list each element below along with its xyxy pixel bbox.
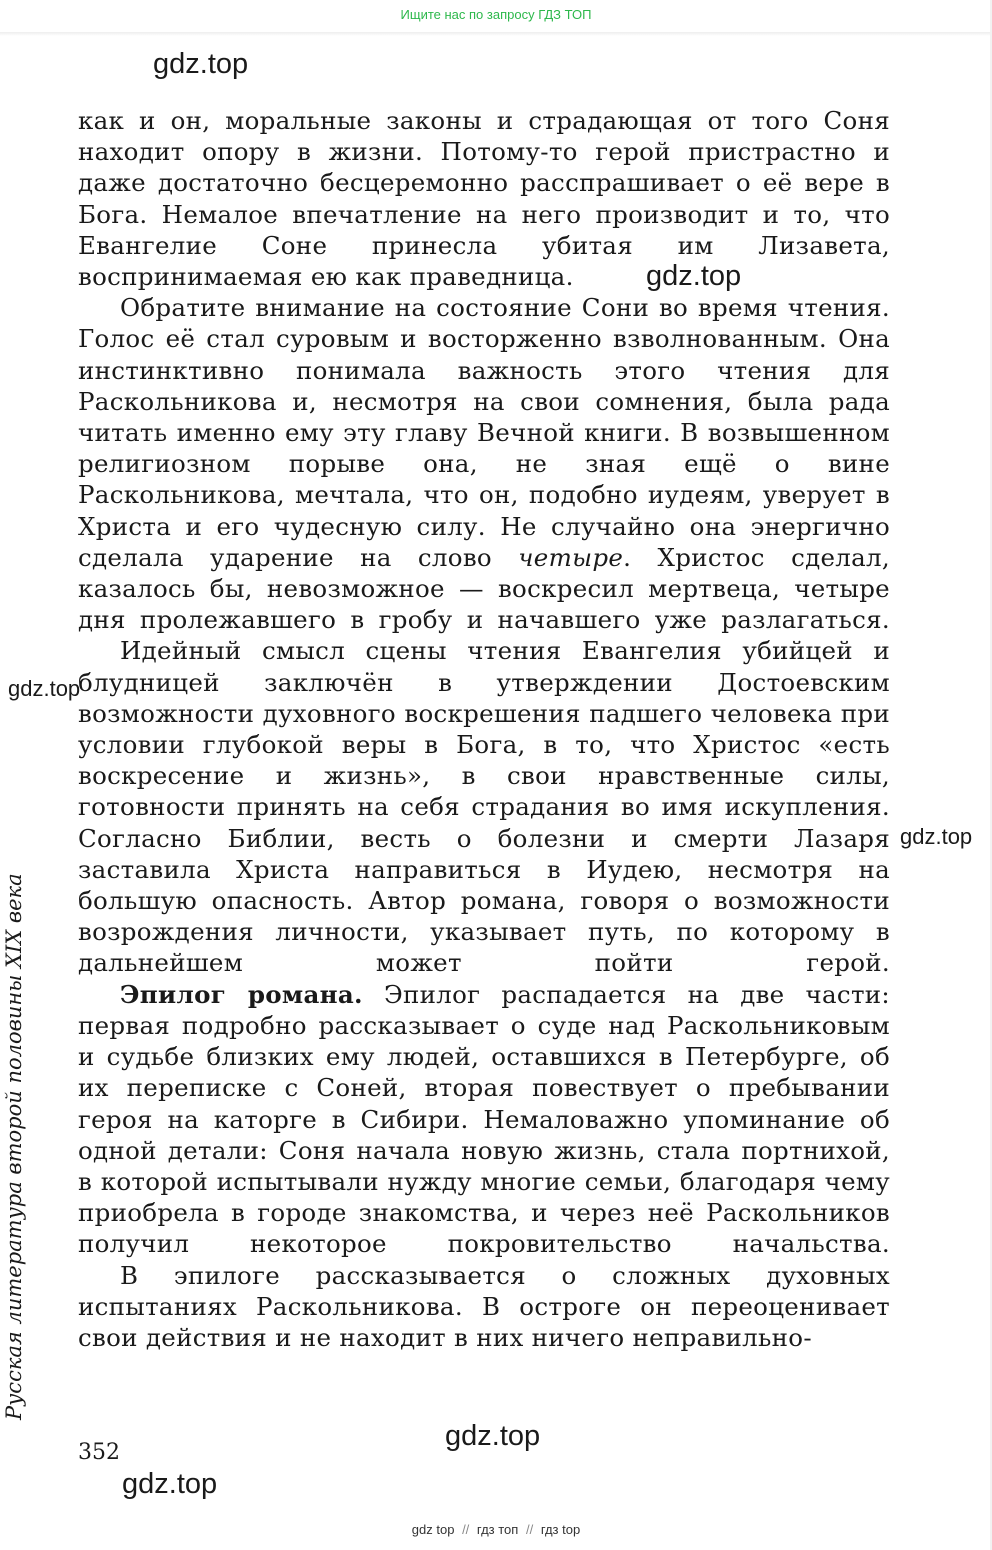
watermark-bottom-left: gdz.top (122, 1468, 218, 1500)
paragraph-4-text: Эпилог распадается на две части: первая подробно рассказывает о суде над Раскольниковым и судьбе близких ему людей, оставшихся в Петербурге, об их переписке с Соней, вторая повествует о пребывании героя на каторге в Сибири. Немаловажно упоминание об одной детали: Соня начала новую жизнь, стала портнихой, в которой испытывали нужду многие семьи, благодаря чему приобрела в городе знакомства, и через неё Раскольников получил некоторое покровительство начальства. (78, 979, 890, 1259)
footer-separator: // (462, 1522, 470, 1537)
watermark-bottom-center: gdz.top (445, 1420, 541, 1452)
footer-link-1[interactable]: gdz top (411, 1522, 455, 1537)
watermark-right-margin: gdz.top (900, 824, 973, 849)
paragraph-4 (78, 979, 890, 1260)
paragraph-2-italic-word: четыре (518, 542, 624, 572)
footer-link-2[interactable]: гдз топ (476, 1522, 519, 1537)
watermark-top-left: gdz.top (153, 48, 249, 80)
top-banner[interactable]: Ищите нас по запросу ГДЗ ТОП (400, 7, 592, 22)
page-number: 352 (78, 1440, 120, 1465)
paragraph-1: как и он, моральные законы и страдающая от того Соня находит опору в жизни. Потому-то герой пристрастно и даже достаточно бесцеремонно расспрашивает о её вере в Бога. Немалое впечатление на него производит и то, что Евангелие Соне принесла убитая им Лизавета, воспринимаемая ею как праведница. (78, 106, 890, 292)
footer-links (0, 1522, 992, 1537)
paragraph-5: В эпилоге рассказывается о сложных духовных испытаниях Раскольникова. В остроге он переоценивает свои действия и не находит в них ничего неправильно- (78, 1260, 890, 1352)
watermark-mid-top: gdz.top (642, 260, 745, 293)
footer-link-3[interactable]: гдз top (540, 1522, 581, 1537)
paragraph-2-text-a: Обратите внимание на состояние Сони во время чтения. Голос её стал суровым и восторженно взволнованным. Она инстинктивно понимала важность этого чтения для Раскольникова и, несмотря на свои сомнения, была рада читать именно ему эту главу Вечной книги. В возвышенном религиозном порыве она, не зная ещё о вине Раскольникова, мечтала, что он, подобно иудеям, уверует в Христа и его чудесную силу. Не случайно она энергично сделала ударение на слово (78, 293, 890, 572)
epilogue-heading: Эпилог романа. (120, 979, 363, 1009)
paragraph-2 (78, 292, 890, 635)
banner-divider (0, 32, 992, 36)
paragraph-3: Идейный смысл сцены чтения Евангелия убийцей и блудницей заключён в утверждении Достоевским возможности духовного воскрешения падшего человека при условии глубокой веры в Бога, в то, что Христос «есть воскресение и жизнь», в свои нравственные силы, готовности принять на себя страдания во имя искупления. Согласно Библии, весть о болезни и смерти Лазаря заставила Христа направиться в Иудею, несмотря на большую опасность. Автор романа, говоря о возможности возрождения личности, указывает путь, по которому в дальнейшем может пойти герой. (78, 636, 890, 978)
watermark-left-margin: gdz.top (8, 676, 81, 701)
running-title-vertical: Русская литература второй половины XIX века (2, 873, 26, 1420)
footer-separator: // (525, 1522, 534, 1537)
page-text (78, 105, 890, 1353)
paragraph-2-text-b: . Христос сделал, казалось бы, невозможное — воскресил мертвеца, четыре дня пролежавшего в гробу и начавшего уже разлагаться. (78, 542, 890, 635)
